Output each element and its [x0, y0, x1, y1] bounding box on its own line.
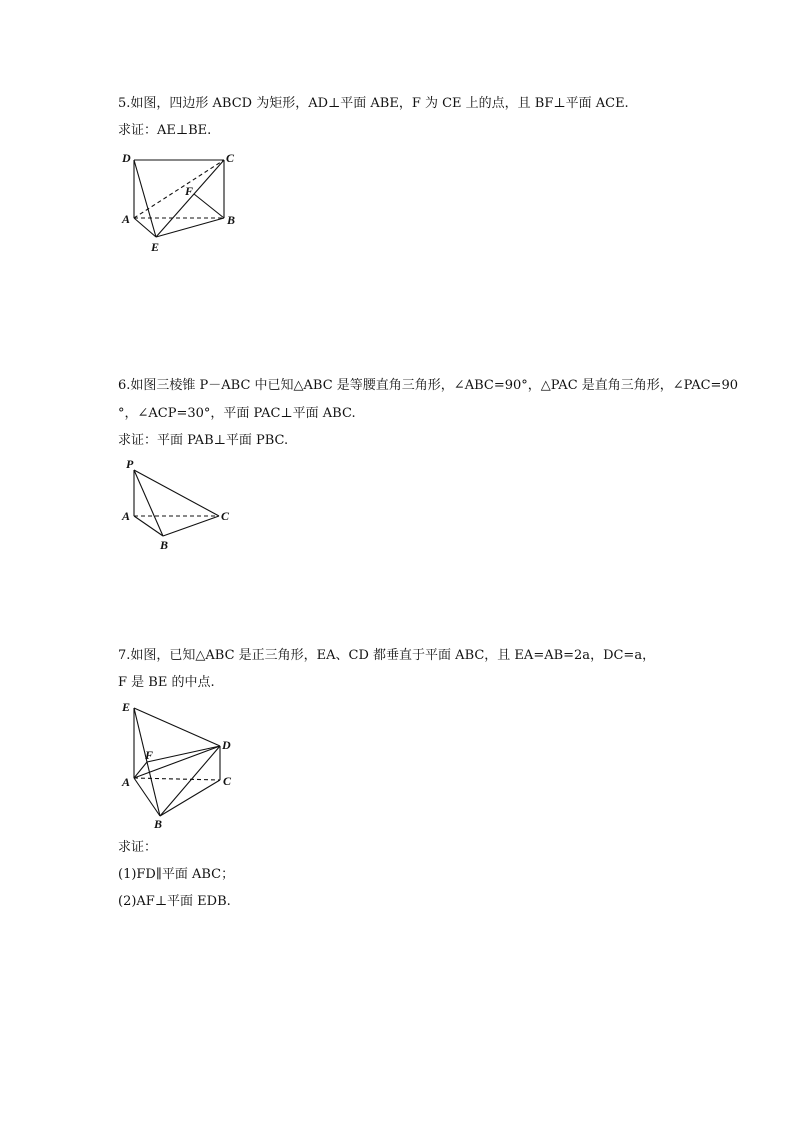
- edge-PC: [134, 470, 219, 516]
- problem-7-prove: 求证：: [118, 840, 158, 855]
- label-C: C: [226, 151, 235, 165]
- edge-BC: [163, 516, 219, 536]
- problem-7-statement-cont: F 是 BE 的中点.: [118, 675, 215, 690]
- label-E: E: [151, 240, 160, 254]
- problem-5-statement: 5.如图，四边形 ABCD 为矩形，AD⊥平面 ABE，F 为 CE 上的点，且 BF⊥平面 ACE.: [118, 96, 629, 111]
- problem-6-prove: 求证：平面 PAB⊥平面 PBC.: [118, 433, 289, 448]
- problem-5-figure: [118, 148, 248, 256]
- problem-7-part-2: (2)AF⊥平面 EDB.: [118, 894, 231, 909]
- label-A: A: [122, 775, 131, 789]
- problem-5-prove: 求证：AE⊥BE.: [118, 123, 212, 138]
- label-B: B: [227, 213, 236, 227]
- problem-7-statement: 7.如图，已知△ABC 是正三角形，EA、CD 都垂直于平面 ABC，且 EA=AB=2a，DC=a，: [118, 648, 656, 663]
- edge-AC: [134, 778, 220, 780]
- label-C: C: [223, 774, 232, 788]
- edge-AC: [134, 160, 224, 218]
- problem-7-part-1: (1)FD∥平面 ABC；: [118, 867, 235, 882]
- edge-BC: [160, 780, 220, 816]
- edge-DE: [134, 160, 156, 237]
- label-A: A: [122, 212, 131, 226]
- label-D: D: [122, 151, 131, 165]
- label-B: B: [154, 817, 163, 831]
- edge-FB: [194, 194, 224, 218]
- edge-ED: [134, 708, 220, 746]
- label-E: E: [122, 700, 131, 714]
- label-D: D: [222, 738, 231, 752]
- edge-AE: [134, 218, 156, 237]
- label-F: F: [145, 748, 154, 762]
- label-C: C: [221, 509, 230, 523]
- label-A: A: [122, 509, 131, 523]
- edge-CE: [156, 160, 224, 237]
- edge-AB: [134, 778, 160, 816]
- problem-7-figure: [118, 698, 248, 834]
- edge-EB: [156, 218, 224, 237]
- label-F: F: [185, 184, 194, 198]
- problem-6-statement: 6.如图三棱锥 P－ABC 中已知△ABC 是等腰直角三角形，∠ABC=90°，△PAC 是直角三角形，∠PAC=90: [118, 378, 738, 393]
- edge-BD: [160, 746, 220, 816]
- label-P: P: [126, 457, 134, 471]
- problem-6-figure: [118, 456, 238, 552]
- problem-6-statement-cont: °，∠ACP=30°，平面 PAC⊥平面 ABC.: [118, 406, 356, 421]
- label-B: B: [160, 538, 169, 552]
